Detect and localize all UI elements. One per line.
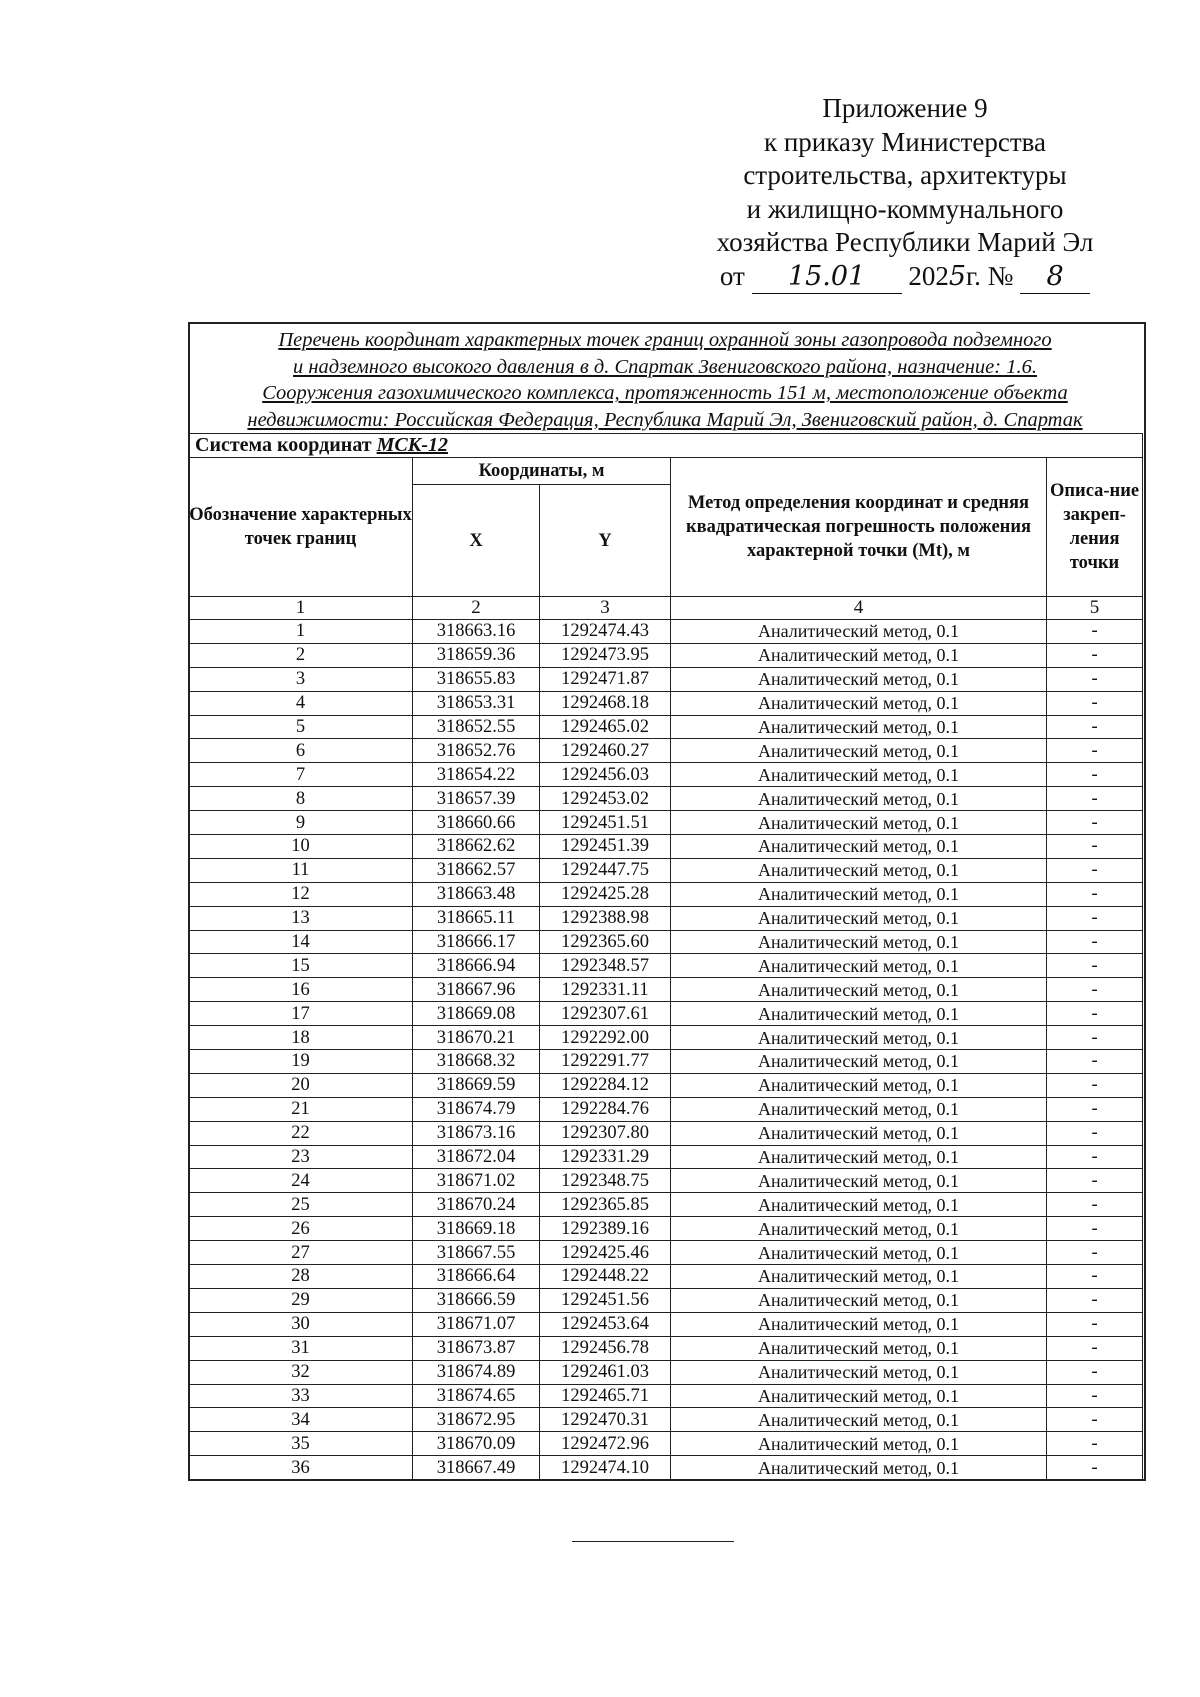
table-row [189,811,1143,835]
cell-y: 1292474.43 [540,620,671,644]
cell-point-number: 24 [189,1169,413,1193]
cell-y: 1292473.95 [540,643,671,667]
cell-description: - [1047,1265,1143,1289]
cell-x: 318665.11 [413,906,540,930]
number-label: г. № [966,260,1014,291]
cell-description: - [1047,930,1143,954]
cell-description: - [1047,1121,1143,1145]
cell-point-number: 12 [189,882,413,906]
table-row [189,835,1143,859]
table-row [189,1050,1143,1074]
cell-method: Аналитический метод, 0.1 [671,882,1047,906]
table-row [189,739,1143,763]
cell-x: 318673.87 [413,1336,540,1360]
table-row [189,1360,1143,1384]
cell-point-number: 11 [189,858,413,882]
coordinate-system-label: Система координат [195,434,372,456]
cell-x: 318657.39 [413,787,540,811]
cell-point-number: 17 [189,1002,413,1026]
cell-method: Аналитический метод, 0.1 [671,906,1047,930]
cell-method: Аналитический метод, 0.1 [671,1336,1047,1360]
header-coordinates: Координаты, м [413,458,671,485]
cell-method: Аналитический метод, 0.1 [671,954,1047,978]
cell-method: Аналитический метод, 0.1 [671,1169,1047,1193]
cell-method: Аналитический метод, 0.1 [671,1265,1047,1289]
header-y: Y [540,485,671,597]
cell-y: 1292465.02 [540,715,671,739]
cell-point-number: 15 [189,954,413,978]
cell-method: Аналитический метод, 0.1 [671,643,1047,667]
cell-method: Аналитический метод, 0.1 [671,930,1047,954]
table-row [189,1217,1143,1241]
cell-y: 1292456.78 [540,1336,671,1360]
cell-x: 318671.02 [413,1169,540,1193]
column-number: 5 [1047,597,1143,620]
cell-method: Аналитический метод, 0.1 [671,811,1047,835]
cell-x: 318670.09 [413,1432,540,1456]
cell-x: 318671.07 [413,1312,540,1336]
cell-x: 318662.57 [413,858,540,882]
cell-description: - [1047,1050,1143,1074]
cell-y: 1292307.61 [540,1002,671,1026]
cell-point-number: 9 [189,811,413,835]
cell-method: Аналитический метод, 0.1 [671,667,1047,691]
header-method: Метод определения координат и средняя квадратическая погрешность положения характерной точки (Mt), м [671,458,1047,597]
table-row [189,715,1143,739]
cell-y: 1292389.16 [540,1217,671,1241]
table-row [189,1432,1143,1456]
column-number: 3 [540,597,671,620]
cell-point-number: 25 [189,1193,413,1217]
cell-description: - [1047,906,1143,930]
cell-point-number: 1 [189,620,413,644]
cell-x: 318652.76 [413,739,540,763]
cell-description: - [1047,667,1143,691]
cell-method: Аналитический метод, 0.1 [671,715,1047,739]
cell-method: Аналитический метод, 0.1 [671,787,1047,811]
cell-y: 1292451.51 [540,811,671,835]
cell-description: - [1047,1456,1143,1480]
cell-x: 318668.32 [413,1050,540,1074]
cell-y: 1292307.80 [540,1121,671,1145]
cell-x: 318670.24 [413,1193,540,1217]
order-date-line [700,260,1110,295]
cell-x: 318667.96 [413,978,540,1002]
cell-x: 318652.55 [413,715,540,739]
cell-method: Аналитический метод, 0.1 [671,763,1047,787]
cell-description: - [1047,691,1143,715]
cell-point-number: 27 [189,1241,413,1265]
cell-x: 318669.08 [413,1002,540,1026]
column-number-row [189,597,1143,620]
cell-description: - [1047,954,1143,978]
cell-y: 1292388.98 [540,906,671,930]
column-number: 2 [413,597,540,620]
table-row [189,882,1143,906]
cell-point-number: 16 [189,978,413,1002]
table-row [189,1193,1143,1217]
cell-description: - [1047,1097,1143,1121]
cell-y: 1292453.64 [540,1312,671,1336]
cell-point-number: 30 [189,1312,413,1336]
cell-description: - [1047,620,1143,644]
cell-description: - [1047,882,1143,906]
table-row [189,763,1143,787]
cell-x: 318653.31 [413,691,540,715]
cell-method: Аналитический метод, 0.1 [671,1360,1047,1384]
cell-y: 1292448.22 [540,1265,671,1289]
cell-y: 1292365.60 [540,930,671,954]
cell-y: 1292284.12 [540,1073,671,1097]
table-row [189,1312,1143,1336]
cell-method: Аналитический метод, 0.1 [671,1050,1047,1074]
table-row [189,1336,1143,1360]
cell-x: 318674.79 [413,1097,540,1121]
cell-x: 318669.59 [413,1073,540,1097]
table-row [189,787,1143,811]
header-line-2: к приказу Министерства [763,126,1047,157]
cell-x: 318666.94 [413,954,540,978]
cell-y: 1292456.03 [540,763,671,787]
cell-x: 318654.22 [413,763,540,787]
cell-point-number: 7 [189,763,413,787]
cell-description: - [1047,1217,1143,1241]
cell-method: Аналитический метод, 0.1 [671,1217,1047,1241]
cell-x: 318669.18 [413,1217,540,1241]
cell-x: 318667.55 [413,1241,540,1265]
cell-method: Аналитический метод, 0.1 [671,1312,1047,1336]
cell-point-number: 22 [189,1121,413,1145]
table-row [189,1456,1143,1480]
table-caption [190,327,1140,433]
cell-point-number: 28 [189,1265,413,1289]
header-point: Обозначение характерных точек границ [189,458,413,597]
handwritten-year: 5 [948,260,967,292]
cell-x: 318673.16 [413,1121,540,1145]
cell-point-number: 20 [189,1073,413,1097]
cell-x: 318670.21 [413,1026,540,1050]
cell-description: - [1047,978,1143,1002]
cell-x: 318662.62 [413,835,540,859]
table-row [189,1145,1143,1169]
table-body [189,620,1143,1480]
order-header [700,92,1110,294]
cell-description: - [1047,1288,1143,1312]
table-row [189,1241,1143,1265]
cell-method: Аналитический метод, 0.1 [671,835,1047,859]
handwritten-date: 15.01 [752,260,902,295]
from-label: от [719,260,745,291]
cell-method: Аналитический метод, 0.1 [671,691,1047,715]
appendix-title: Приложение 9 [822,93,988,123]
cell-point-number: 32 [189,1360,413,1384]
cell-method: Аналитический метод, 0.1 [671,978,1047,1002]
header-line-3: строительства, архитектуры [743,160,1067,190]
cell-y: 1292465.71 [540,1384,671,1408]
table-row [189,1002,1143,1026]
cell-method: Аналитический метод, 0.1 [671,620,1047,644]
cell-description: - [1047,1408,1143,1432]
header-x: X [413,485,540,597]
cell-x: 318659.36 [413,643,540,667]
cell-x: 318655.83 [413,667,540,691]
table-row [189,1097,1143,1121]
cell-description: - [1047,835,1143,859]
cell-y: 1292453.02 [540,787,671,811]
cell-x: 318666.59 [413,1288,540,1312]
cell-x: 318663.48 [413,882,540,906]
cell-y: 1292471.87 [540,667,671,691]
cell-description: - [1047,739,1143,763]
cell-description: - [1047,715,1143,739]
table-row [189,930,1143,954]
cell-y: 1292292.00 [540,1026,671,1050]
column-number: 4 [671,597,1047,620]
cell-x: 318667.49 [413,1456,540,1480]
handwritten-number: 8 [1020,260,1090,295]
cell-point-number: 35 [189,1432,413,1456]
cell-x: 318672.04 [413,1145,540,1169]
cell-description: - [1047,787,1143,811]
header-line-5: хозяйства Республики Марий Эл [716,227,1094,257]
cell-x: 318674.65 [413,1384,540,1408]
header-description: Описа-ние закреп-ления точки [1047,458,1143,597]
cell-method: Аналитический метод, 0.1 [671,739,1047,763]
cell-method: Аналитический метод, 0.1 [671,1121,1047,1145]
cell-point-number: 6 [189,739,413,763]
table-row [189,1169,1143,1193]
cell-point-number: 4 [189,691,413,715]
cell-description: - [1047,1026,1143,1050]
cell-y: 1292472.96 [540,1432,671,1456]
end-divider [572,1541,734,1542]
cell-y: 1292425.28 [540,882,671,906]
cell-method: Аналитический метод, 0.1 [671,1145,1047,1169]
cell-point-number: 10 [189,835,413,859]
cell-method: Аналитический метод, 0.1 [671,1408,1047,1432]
cell-y: 1292451.56 [540,1288,671,1312]
cell-method: Аналитический метод, 0.1 [671,1456,1047,1480]
cell-x: 318674.89 [413,1360,540,1384]
cell-method: Аналитический метод, 0.1 [671,1073,1047,1097]
cell-point-number: 3 [189,667,413,691]
table-row [189,620,1143,644]
cell-point-number: 19 [189,1050,413,1074]
cell-description: - [1047,1336,1143,1360]
table-row [189,667,1143,691]
cell-y: 1292331.11 [540,978,671,1002]
cell-y: 1292348.57 [540,954,671,978]
year-prefix: 202 [908,260,949,291]
cell-y: 1292365.85 [540,1193,671,1217]
cell-x: 318666.64 [413,1265,540,1289]
coordinate-system-code: МСК-12 [376,434,448,456]
table-row [189,691,1143,715]
cell-y: 1292291.77 [540,1050,671,1074]
coordinate-system-row [189,434,1143,458]
cell-y: 1292468.18 [540,691,671,715]
cell-x: 318666.17 [413,930,540,954]
caption-line-1: Перечень координат характерных точек границ охранной зоны газопровода подземного [278,329,1052,351]
cell-y: 1292331.29 [540,1145,671,1169]
table-row [189,643,1143,667]
cell-description: - [1047,1432,1143,1456]
cell-point-number: 13 [189,906,413,930]
cell-y: 1292284.76 [540,1097,671,1121]
cell-description: - [1047,1073,1143,1097]
caption-line-4: недвижимости: Российская Федерация, Республика Марий Эл, Звениговский район, д. Спартак [247,408,1083,431]
cell-y: 1292447.75 [540,858,671,882]
cell-description: - [1047,858,1143,882]
cell-point-number: 14 [189,930,413,954]
cell-description: - [1047,643,1143,667]
cell-description: - [1047,1360,1143,1384]
caption-line-3: Сооружения газохимического комплекса, протяженность 151 м, местоположение объекта [262,382,1068,404]
cell-y: 1292460.27 [540,739,671,763]
cell-y: 1292348.75 [540,1169,671,1193]
table-row [189,1384,1143,1408]
column-number: 1 [189,597,413,620]
cell-description: - [1047,1312,1143,1336]
cell-method: Аналитический метод, 0.1 [671,1241,1047,1265]
cell-point-number: 36 [189,1456,413,1480]
caption-line-2: и надземного высокого давления в д. Спартак Звениговского района, назначение: 1.6. [293,355,1037,378]
cell-description: - [1047,1169,1143,1193]
cell-point-number: 18 [189,1026,413,1050]
table-row [189,954,1143,978]
cell-description: - [1047,763,1143,787]
cell-method: Аналитический метод, 0.1 [671,1288,1047,1312]
header-line-4: и жилищно-коммунального [746,193,1064,224]
cell-y: 1292461.03 [540,1360,671,1384]
cell-description: - [1047,1145,1143,1169]
cell-point-number: 29 [189,1288,413,1312]
cell-y: 1292470.31 [540,1408,671,1432]
cell-x: 318672.95 [413,1408,540,1432]
table-row [189,978,1143,1002]
cell-description: - [1047,811,1143,835]
cell-method: Аналитический метод, 0.1 [671,1002,1047,1026]
cell-method: Аналитический метод, 0.1 [671,1193,1047,1217]
cell-method: Аналитический метод, 0.1 [671,1026,1047,1050]
cell-point-number: 23 [189,1145,413,1169]
cell-description: - [1047,1193,1143,1217]
cell-x: 318663.16 [413,620,540,644]
cell-description: - [1047,1241,1143,1265]
cell-description: - [1047,1002,1143,1026]
table-row [189,1408,1143,1432]
table-row [189,1121,1143,1145]
coordinates-table [188,433,1143,1480]
table-row [189,858,1143,882]
table-row [189,1026,1143,1050]
cell-y: 1292451.39 [540,835,671,859]
cell-description: - [1047,1384,1143,1408]
cell-point-number: 26 [189,1217,413,1241]
cell-x: 318660.66 [413,811,540,835]
cell-point-number: 34 [189,1408,413,1432]
cell-method: Аналитический метод, 0.1 [671,1097,1047,1121]
cell-point-number: 31 [189,1336,413,1360]
table-row [189,906,1143,930]
table-row [189,1288,1143,1312]
cell-method: Аналитический метод, 0.1 [671,858,1047,882]
cell-point-number: 5 [189,715,413,739]
cell-y: 1292474.10 [540,1456,671,1480]
cell-method: Аналитический метод, 0.1 [671,1384,1047,1408]
cell-point-number: 21 [189,1097,413,1121]
cell-y: 1292425.46 [540,1241,671,1265]
cell-point-number: 8 [189,787,413,811]
table-row [189,1073,1143,1097]
cell-point-number: 33 [189,1384,413,1408]
table-row [189,1265,1143,1289]
cell-method: Аналитический метод, 0.1 [671,1432,1047,1456]
cell-point-number: 2 [189,643,413,667]
